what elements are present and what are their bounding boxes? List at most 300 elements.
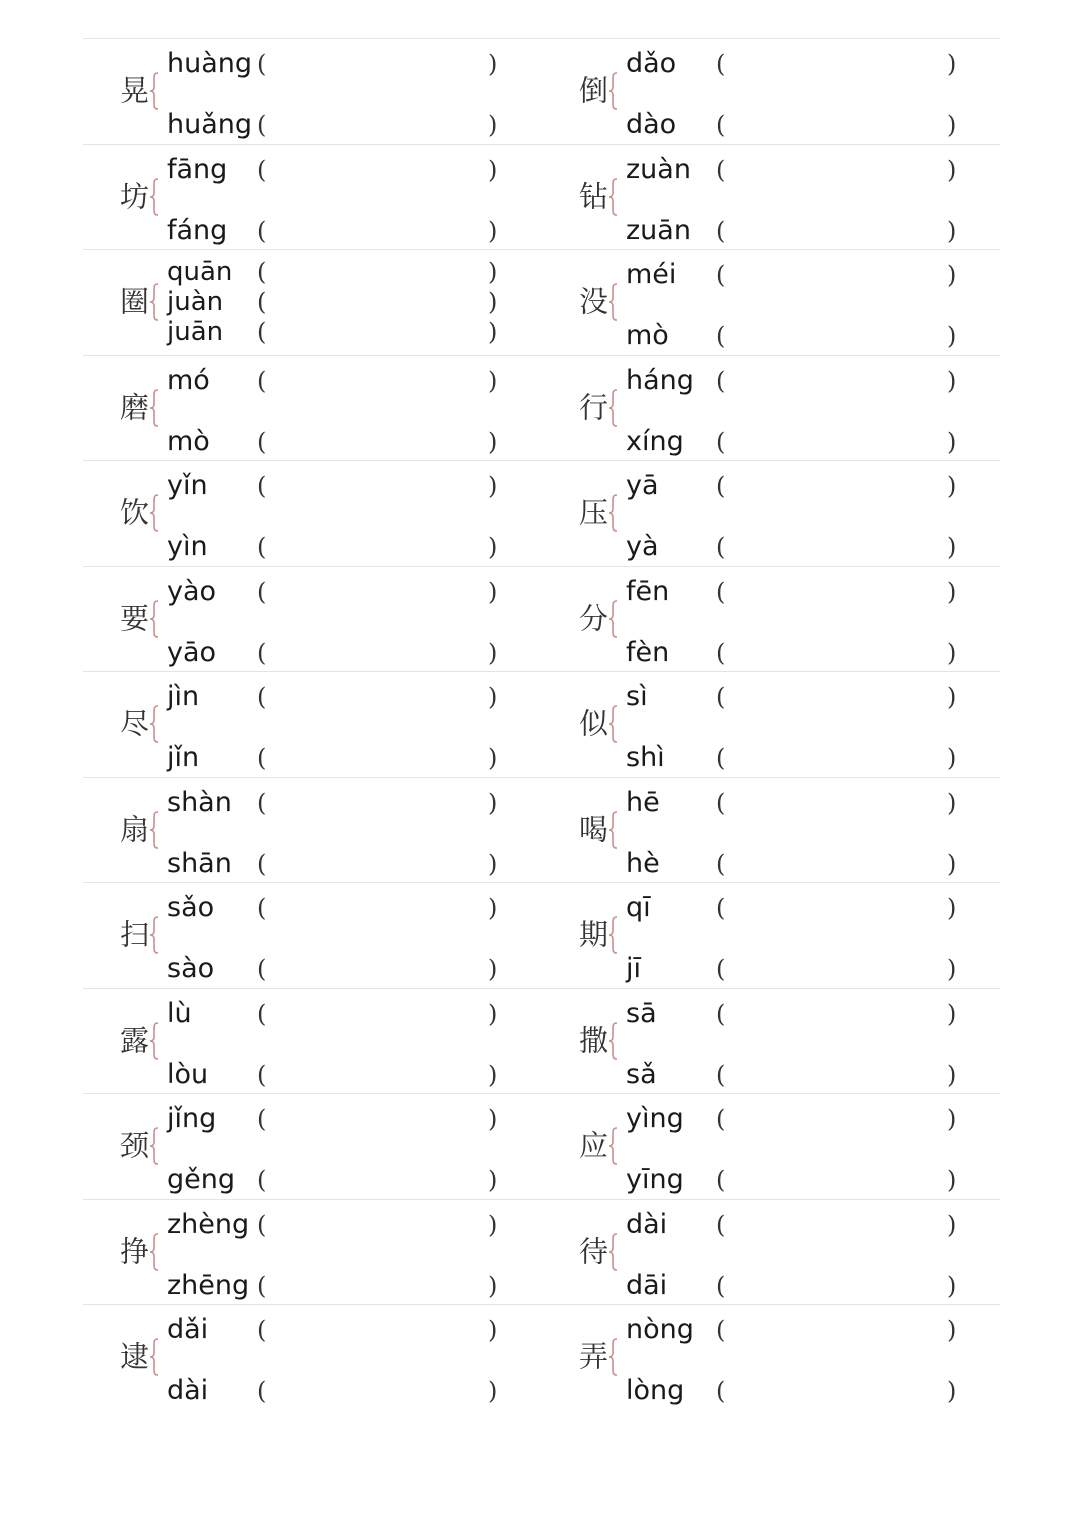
pinyin-reading [626, 1269, 966, 1303]
pinyin-reading [167, 891, 507, 925]
answer-blank-open-paren: ( [257, 788, 267, 817]
hanzi-character: 坊 [120, 179, 150, 214]
pinyin-reading [167, 786, 507, 820]
pinyin-text: lòng [626, 1375, 685, 1406]
pinyin-reading [626, 530, 966, 564]
worksheet-row [83, 882, 1000, 988]
answer-blank-open-paren: ( [257, 155, 267, 184]
worksheet-row [83, 671, 1000, 777]
answer-blank-close-paren: ) [947, 955, 957, 983]
answer-blank-open-paren: ( [716, 744, 726, 772]
pinyin-reading [626, 786, 966, 820]
worksheet-row [83, 1093, 1000, 1199]
answer-blank-open-paren: ( [716, 155, 726, 184]
answer-blank-close-paren: ) [947, 111, 957, 139]
polyphone-entry [83, 145, 541, 250]
answer-blank-open-paren: ( [716, 1271, 726, 1300]
pinyin-text: fēn [626, 575, 670, 607]
answer-blank-open-paren: ( [716, 577, 726, 606]
polyphone-entry [83, 250, 541, 355]
pinyin-reading [167, 153, 507, 187]
curly-brace-icon [149, 1338, 159, 1376]
polyphone-entry [83, 461, 541, 566]
pinyin-reading [167, 425, 507, 459]
polyphone-entry [83, 883, 541, 988]
answer-blank-open-paren: ( [716, 999, 726, 1028]
hanzi-character: 分 [579, 601, 609, 636]
pinyin-text: sì [626, 681, 648, 712]
hanzi-character: 扇 [120, 812, 150, 847]
pinyin-reading [167, 364, 507, 398]
curly-brace-icon [608, 178, 618, 216]
pinyin-text: quān [167, 257, 233, 287]
pinyin-reading [626, 575, 966, 609]
answer-blank-open-paren: ( [257, 955, 267, 983]
pinyin-text: nòng [626, 1314, 694, 1345]
answer-blank-close-paren: ) [488, 1060, 498, 1089]
pinyin-text: dài [626, 1208, 668, 1240]
answer-blank-close-paren: ) [947, 894, 957, 922]
answer-blank-open-paren: ( [257, 366, 267, 395]
answer-blank-close-paren: ) [488, 638, 498, 667]
polyphone-entry [83, 1094, 541, 1199]
pinyin-text: hē [626, 786, 660, 818]
pinyin-reading [167, 1102, 507, 1136]
answer-blank-close-paren: ) [488, 788, 498, 817]
answer-blank-close-paren: ) [488, 427, 498, 456]
hanzi-character: 待 [579, 1234, 609, 1269]
answer-blank-close-paren: ) [488, 50, 498, 78]
answer-blank-open-paren: ( [716, 849, 726, 878]
pinyin-text: jī [626, 953, 642, 984]
answer-blank-open-paren: ( [716, 216, 726, 245]
pinyin-reading [626, 319, 966, 353]
pinyin-text: zuàn [626, 153, 691, 185]
answer-blank-open-paren: ( [257, 258, 267, 286]
answer-blank-open-paren: ( [257, 1060, 267, 1089]
polyphone-entry [542, 1200, 1000, 1305]
pinyin-reading [167, 1208, 507, 1242]
pinyin-reading [626, 997, 966, 1031]
pinyin-reading [167, 741, 507, 775]
answer-blank-open-paren: ( [257, 111, 267, 139]
answer-blank-close-paren: ) [947, 1377, 957, 1405]
answer-blank-open-paren: ( [257, 216, 267, 245]
polyphone-entry [83, 39, 541, 144]
polyphone-entry [83, 1305, 541, 1410]
polyphone-entry [83, 989, 541, 1094]
curly-brace-icon [608, 494, 618, 532]
hanzi-character: 晃 [120, 73, 150, 108]
pinyin-text: sào [167, 953, 215, 984]
pinyin-reading [626, 258, 966, 292]
pinyin-text: mó [167, 364, 210, 396]
curly-brace-icon [608, 283, 618, 321]
pinyin-text: mò [167, 425, 210, 457]
curly-brace-icon [608, 600, 618, 638]
polyphone-entry [542, 1094, 1000, 1199]
answer-blank-close-paren: ) [947, 322, 957, 350]
curly-brace-icon [149, 1022, 159, 1060]
hanzi-character: 尽 [120, 706, 150, 741]
curly-brace-icon [608, 1233, 618, 1271]
pinyin-reading [626, 47, 966, 81]
curly-brace-icon [149, 72, 159, 110]
pinyin-reading [626, 364, 966, 398]
answer-blank-open-paren: ( [716, 1166, 726, 1194]
curly-brace-icon [608, 389, 618, 427]
answer-blank-open-paren: ( [257, 683, 267, 711]
answer-blank-open-paren: ( [257, 533, 267, 561]
answer-blank-open-paren: ( [716, 111, 726, 139]
answer-blank-open-paren: ( [257, 472, 267, 500]
answer-blank-close-paren: ) [488, 1271, 498, 1300]
answer-blank-close-paren: ) [947, 1166, 957, 1194]
answer-blank-close-paren: ) [488, 1377, 498, 1405]
worksheet-row [83, 1304, 1000, 1410]
answer-blank-close-paren: ) [488, 216, 498, 245]
answer-blank-open-paren: ( [257, 849, 267, 878]
curly-brace-icon [149, 916, 159, 954]
pinyin-text: dǎo [626, 48, 677, 79]
pinyin-text: mò [626, 320, 669, 351]
pinyin-reading [626, 1058, 966, 1092]
pinyin-text: jǐn [167, 742, 200, 773]
hanzi-character: 期 [579, 917, 609, 952]
pinyin-text: juān [167, 317, 224, 347]
answer-blank-open-paren: ( [257, 318, 267, 346]
hanzi-character: 倒 [579, 73, 609, 108]
pinyin-reading [626, 1208, 966, 1242]
answer-blank-close-paren: ) [947, 638, 957, 667]
pinyin-text: lòu [167, 1058, 209, 1090]
pinyin-text: dài [167, 1375, 209, 1406]
curly-brace-icon [608, 1022, 618, 1060]
answer-blank-open-paren: ( [716, 1210, 726, 1239]
pinyin-text: dǎi [167, 1314, 209, 1345]
hanzi-character: 没 [579, 284, 609, 319]
pinyin-reading [167, 317, 507, 347]
pinyin-text: lù [167, 997, 192, 1029]
hanzi-character: 挣 [120, 1234, 150, 1269]
curly-brace-icon [149, 600, 159, 638]
worksheet-row [83, 355, 1000, 461]
answer-blank-open-paren: ( [257, 50, 267, 78]
polyphone-entry [542, 461, 1000, 566]
answer-blank-close-paren: ) [488, 683, 498, 711]
curly-brace-icon [149, 1127, 159, 1165]
answer-blank-open-paren: ( [716, 50, 726, 78]
pinyin-reading [167, 847, 507, 881]
pinyin-text: yā [626, 470, 659, 501]
answer-blank-close-paren: ) [488, 999, 498, 1028]
worksheet-row [83, 460, 1000, 566]
answer-blank-close-paren: ) [947, 427, 957, 456]
answer-blank-open-paren: ( [716, 261, 726, 289]
polyphone-entry [542, 39, 1000, 144]
pinyin-reading [626, 891, 966, 925]
pinyin-reading [626, 847, 966, 881]
curly-brace-icon [608, 1338, 618, 1376]
pinyin-text: méi [626, 259, 677, 290]
polyphone-entry [83, 778, 541, 883]
answer-blank-open-paren: ( [257, 638, 267, 667]
pinyin-text: hè [626, 847, 660, 879]
pinyin-reading [167, 287, 507, 317]
answer-blank-open-paren: ( [257, 1271, 267, 1300]
answer-blank-close-paren: ) [947, 1210, 957, 1239]
hanzi-character: 喝 [579, 812, 609, 847]
pinyin-reading [167, 997, 507, 1031]
hanzi-character: 磨 [120, 390, 150, 425]
answer-blank-close-paren: ) [947, 999, 957, 1028]
answer-blank-close-paren: ) [488, 744, 498, 772]
pinyin-text: gěng [167, 1164, 236, 1195]
answer-blank-close-paren: ) [488, 288, 498, 316]
answer-blank-open-paren: ( [716, 533, 726, 561]
answer-blank-close-paren: ) [488, 533, 498, 561]
polyphone-entry [542, 1305, 1000, 1410]
pinyin-reading [626, 469, 966, 503]
pinyin-text: qī [626, 892, 651, 923]
curly-brace-icon [149, 1233, 159, 1271]
pinyin-text: huǎng [167, 109, 253, 140]
answer-blank-close-paren: ) [488, 1105, 498, 1133]
pinyin-text: dāi [626, 1269, 668, 1301]
polyphone-entry [542, 883, 1000, 988]
pinyin-text: háng [626, 364, 694, 396]
pinyin-text: shān [167, 847, 232, 879]
pinyin-text: sǎo [167, 892, 215, 923]
hanzi-character: 颈 [120, 1128, 150, 1163]
answer-blank-open-paren: ( [716, 683, 726, 711]
pinyin-text: shàn [167, 786, 232, 818]
pinyin-reading [167, 1313, 507, 1347]
answer-blank-open-paren: ( [257, 744, 267, 772]
hanzi-character: 扫 [120, 917, 150, 952]
hanzi-character: 逮 [120, 1339, 150, 1374]
pinyin-reading [626, 1374, 966, 1408]
pinyin-reading [167, 47, 507, 81]
pinyin-reading [626, 108, 966, 142]
polyphone-entry [542, 989, 1000, 1094]
pinyin-text: dào [626, 109, 677, 140]
answer-blank-close-paren: ) [947, 1316, 957, 1344]
pinyin-text: juàn [167, 287, 224, 317]
answer-blank-open-paren: ( [257, 1316, 267, 1344]
polyphone-entry [83, 672, 541, 777]
answer-blank-open-paren: ( [257, 427, 267, 456]
answer-blank-open-paren: ( [257, 288, 267, 316]
hanzi-character: 要 [120, 601, 150, 636]
pinyin-text: zhèng [167, 1208, 250, 1240]
curly-brace-icon [149, 494, 159, 532]
answer-blank-open-paren: ( [257, 1166, 267, 1194]
polyphone-entry [83, 356, 541, 461]
pinyin-reading [626, 425, 966, 459]
answer-blank-close-paren: ) [947, 683, 957, 711]
worksheet-row [83, 1199, 1000, 1305]
pinyin-text: zuān [626, 214, 691, 246]
answer-blank-open-paren: ( [716, 788, 726, 817]
pinyin-text: yào [167, 575, 217, 607]
curly-brace-icon [608, 72, 618, 110]
answer-blank-close-paren: ) [488, 1166, 498, 1194]
pinyin-text: yìn [167, 531, 208, 562]
pinyin-text: sā [626, 997, 657, 1029]
answer-blank-close-paren: ) [488, 1316, 498, 1344]
pinyin-reading [626, 952, 966, 986]
answer-blank-open-paren: ( [716, 366, 726, 395]
pinyin-reading [167, 1374, 507, 1408]
curly-brace-icon [608, 1127, 618, 1165]
hanzi-character: 露 [120, 1023, 150, 1058]
pinyin-reading [626, 741, 966, 775]
answer-blank-close-paren: ) [488, 155, 498, 184]
pinyin-text: yà [626, 531, 659, 562]
worksheet-row [83, 249, 1000, 355]
curly-brace-icon [149, 705, 159, 743]
pinyin-reading [626, 214, 966, 248]
worksheet-row [83, 38, 1000, 144]
answer-blank-open-paren: ( [257, 894, 267, 922]
polyphone-entry [542, 778, 1000, 883]
answer-blank-open-paren: ( [716, 1060, 726, 1089]
pinyin-reading [167, 469, 507, 503]
pinyin-reading [167, 1269, 507, 1303]
answer-blank-close-paren: ) [947, 1060, 957, 1089]
polyphone-entry [542, 145, 1000, 250]
answer-blank-close-paren: ) [947, 577, 957, 606]
pinyin-text: yāo [167, 636, 217, 668]
polyphone-entry [542, 672, 1000, 777]
hanzi-character: 行 [579, 390, 609, 425]
answer-blank-close-paren: ) [947, 849, 957, 878]
curly-brace-icon [608, 811, 618, 849]
pinyin-text: yīng [626, 1164, 684, 1195]
hanzi-character: 似 [579, 706, 609, 741]
answer-blank-close-paren: ) [947, 472, 957, 500]
answer-blank-open-paren: ( [257, 1377, 267, 1405]
hanzi-character: 撒 [579, 1023, 609, 1058]
answer-blank-close-paren: ) [947, 50, 957, 78]
answer-blank-close-paren: ) [488, 849, 498, 878]
curly-brace-icon [149, 811, 159, 849]
pinyin-reading [167, 680, 507, 714]
pinyin-text: yǐn [167, 470, 208, 501]
pinyin-reading [167, 214, 507, 248]
pinyin-reading [167, 257, 507, 287]
worksheet-row [83, 566, 1000, 672]
pinyin-reading [167, 636, 507, 670]
pinyin-text: yìng [626, 1103, 684, 1134]
pinyin-text: huàng [167, 48, 253, 79]
curly-brace-icon [149, 178, 159, 216]
answer-blank-open-paren: ( [716, 322, 726, 350]
pinyin-text: fāng [167, 153, 228, 185]
pinyin-reading [167, 1058, 507, 1092]
answer-blank-close-paren: ) [488, 577, 498, 606]
pinyin-reading [626, 1313, 966, 1347]
pinyin-text: fáng [167, 214, 228, 246]
hanzi-character: 圈 [120, 284, 150, 319]
worksheet-row [83, 144, 1000, 250]
pinyin-text: zhēng [167, 1269, 250, 1301]
pinyin-reading [626, 1102, 966, 1136]
answer-blank-close-paren: ) [488, 111, 498, 139]
curly-brace-icon [149, 389, 159, 427]
answer-blank-open-paren: ( [257, 999, 267, 1028]
pinyin-text: jìn [167, 681, 200, 712]
pinyin-reading [626, 1163, 966, 1197]
answer-blank-close-paren: ) [488, 955, 498, 983]
answer-blank-close-paren: ) [488, 1210, 498, 1239]
hanzi-character: 应 [579, 1128, 609, 1163]
answer-blank-open-paren: ( [716, 427, 726, 456]
hanzi-character: 饮 [120, 495, 150, 530]
pinyin-text: shì [626, 742, 665, 773]
hanzi-character: 弄 [579, 1339, 609, 1374]
polyphone-entry [83, 567, 541, 672]
answer-blank-close-paren: ) [947, 1271, 957, 1300]
answer-blank-open-paren: ( [716, 955, 726, 983]
answer-blank-open-paren: ( [716, 1316, 726, 1344]
answer-blank-open-paren: ( [257, 1105, 267, 1133]
answer-blank-open-paren: ( [257, 1210, 267, 1239]
answer-blank-open-paren: ( [257, 577, 267, 606]
answer-blank-open-paren: ( [716, 894, 726, 922]
pinyin-text: jǐng [167, 1103, 217, 1134]
pinyin-text: fèn [626, 636, 670, 668]
answer-blank-close-paren: ) [947, 261, 957, 289]
answer-blank-close-paren: ) [947, 788, 957, 817]
answer-blank-open-paren: ( [716, 472, 726, 500]
pinyin-reading [626, 680, 966, 714]
answer-blank-close-paren: ) [947, 366, 957, 395]
pinyin-text: xíng [626, 425, 684, 457]
pinyin-reading [626, 636, 966, 670]
answer-blank-close-paren: ) [947, 1105, 957, 1133]
curly-brace-icon [149, 283, 159, 321]
answer-blank-close-paren: ) [488, 472, 498, 500]
worksheet-row [83, 988, 1000, 1094]
answer-blank-close-paren: ) [947, 744, 957, 772]
curly-brace-icon [608, 916, 618, 954]
answer-blank-open-paren: ( [716, 638, 726, 667]
pinyin-reading [167, 575, 507, 609]
answer-blank-close-paren: ) [947, 216, 957, 245]
pinyin-reading [167, 952, 507, 986]
answer-blank-close-paren: ) [947, 533, 957, 561]
answer-blank-close-paren: ) [488, 894, 498, 922]
pinyin-reading [167, 1163, 507, 1197]
hanzi-character: 钻 [579, 179, 609, 214]
polyphone-entry [83, 1200, 541, 1305]
polyphone-worksheet [83, 38, 1000, 1410]
pinyin-text: sǎ [626, 1058, 657, 1090]
hanzi-character: 压 [579, 495, 609, 530]
answer-blank-close-paren: ) [488, 318, 498, 346]
curly-brace-icon [608, 705, 618, 743]
answer-blank-close-paren: ) [947, 155, 957, 184]
polyphone-entry [542, 250, 1000, 355]
answer-blank-close-paren: ) [488, 366, 498, 395]
polyphone-entry [542, 567, 1000, 672]
pinyin-reading [167, 530, 507, 564]
answer-blank-close-paren: ) [488, 258, 498, 286]
answer-blank-open-paren: ( [716, 1377, 726, 1405]
pinyin-reading [167, 108, 507, 142]
